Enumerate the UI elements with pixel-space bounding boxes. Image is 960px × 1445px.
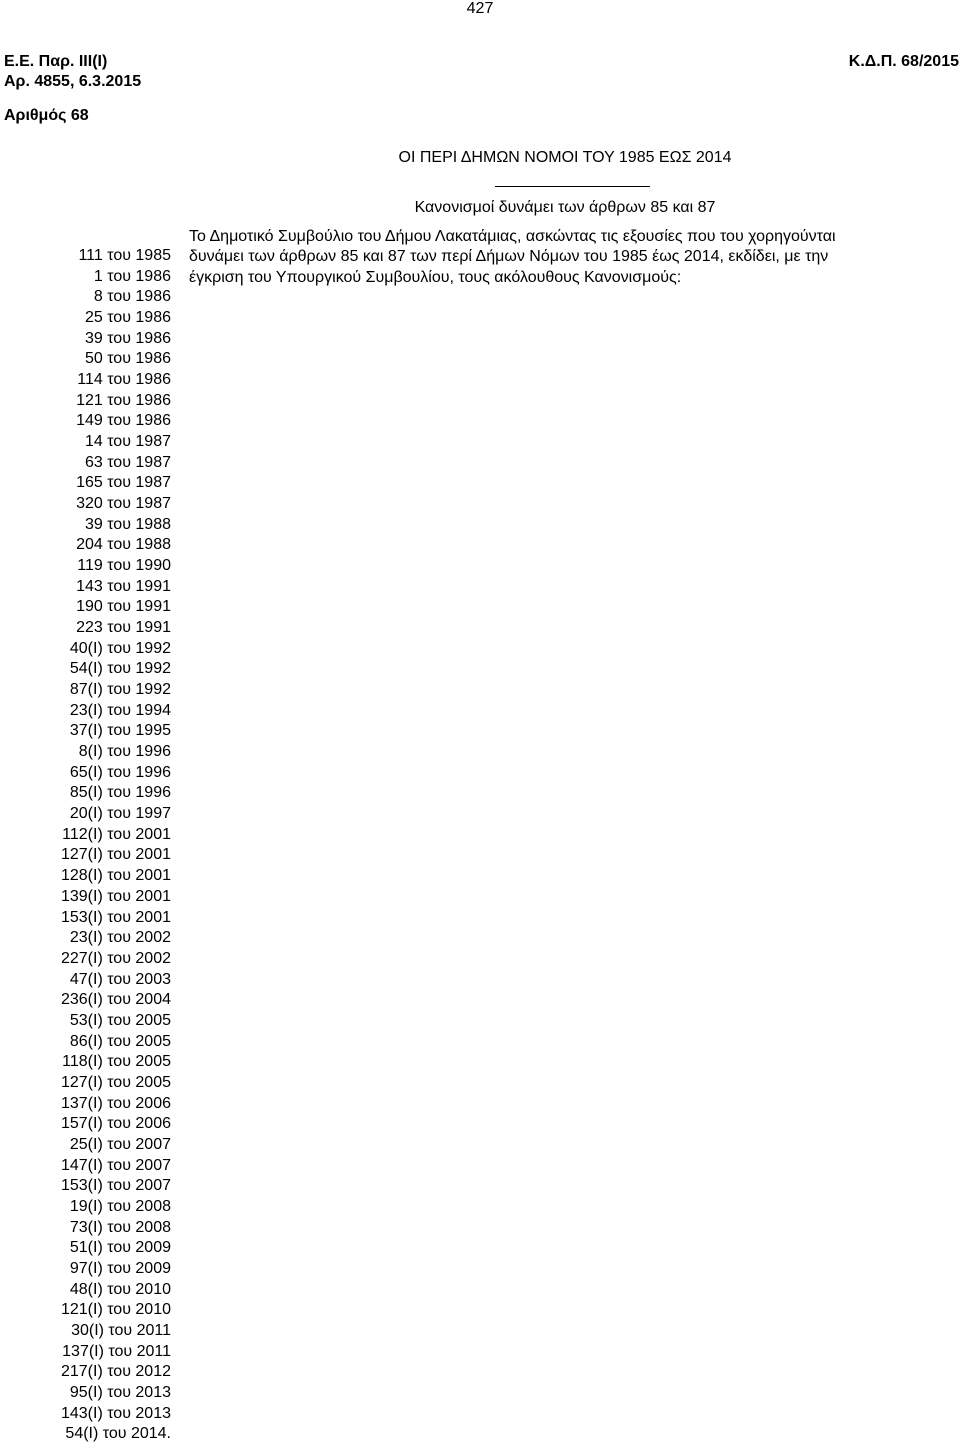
- citation-item: 137(Ι) του 2006: [60, 1094, 171, 1112]
- citation-item: 54(Ι) του 1992: [69, 660, 171, 678]
- citation-item: 320 του 1987: [76, 495, 171, 513]
- citation-item: 127(Ι) του 2005: [60, 1073, 171, 1091]
- citation-item: 127(Ι) του 2001: [60, 846, 171, 864]
- citation-item: 39 του 1986: [84, 329, 171, 347]
- citation-item: 149 του 1986: [76, 412, 171, 430]
- citation-item: 121(Ι) του 2010: [60, 1301, 171, 1319]
- citation-item: 157(Ι) του 2006: [60, 1115, 171, 1133]
- citation-item: 223 του 1991: [76, 619, 171, 637]
- preamble-line: δυνάμει των άρθρων 85 και 87 των περί Δήμων Νόμων του 1985 έως 2014, εκδίδει, με την: [189, 248, 829, 266]
- citation-item: 204 του 1988: [76, 536, 171, 554]
- citation-item: 47(Ι) του 2003: [69, 970, 171, 988]
- preamble-line: Το Δημοτικό Συμβούλιο του Δήμου Λακατάμιας, ασκώντας τις εξουσίες που του χορηγούνται: [189, 228, 836, 245]
- citation-item: 190 του 1991: [76, 598, 171, 616]
- citation-item: 63 του 1987: [84, 453, 171, 471]
- citation-item: 118(Ι) του 2005: [62, 1053, 171, 1071]
- citation-item: 95(Ι) του 2013: [69, 1383, 171, 1401]
- citation-item: 8(Ι) του 1996: [78, 743, 171, 761]
- citation-item: 50 του 1986: [84, 350, 171, 368]
- law-title: ΟΙ ΠΕΡΙ ΔΗΜΩΝ ΝΟΜΟΙ ΤΟΥ 1985 ΕΩΣ 2014: [398, 149, 732, 166]
- citation-item: 1 του 1986: [93, 267, 171, 285]
- citation-item: 153(Ι) του 2001: [60, 908, 171, 926]
- citation-item: 119 του 1990: [77, 557, 171, 575]
- gazette-part: Ε.Ε. Παρ. ΙΙΙ(Ι): [4, 53, 108, 70]
- citation-item: 65(Ι) του 1996: [69, 763, 171, 781]
- citation-item: 165 του 1987: [76, 474, 171, 492]
- citation-item: 39 του 1988: [84, 515, 171, 533]
- citation-item: 23(Ι) του 2002: [69, 929, 171, 947]
- preamble-line: έγκριση του Υπουργικού Συμβουλίου, τους ακόλουθους Κανονισμούς:: [189, 268, 682, 286]
- document-number: Αριθμός 68: [4, 107, 89, 124]
- citation-item: 14 του 1987: [84, 433, 171, 451]
- citation-item: 73(Ι) του 2008: [69, 1218, 171, 1236]
- gazette-reference: [4, 52, 141, 92]
- citation-item: 8 του 1986: [93, 288, 171, 306]
- citation-item: 87(Ι) του 1992: [69, 681, 171, 699]
- citation-item: 111 του 1985: [78, 247, 171, 264]
- regulatory-act-number: Κ.Δ.Π. 68/2015: [848, 53, 959, 70]
- citation-item: 86(Ι) του 2005: [69, 1032, 171, 1050]
- page-number: 427: [466, 0, 494, 17]
- citation-item: 20(Ι) του 1997: [69, 805, 171, 823]
- citation-item: 97(Ι) του 2009: [69, 1259, 171, 1277]
- citation-item: 227(Ι) του 2002: [60, 949, 171, 967]
- citation-item: 236(Ι) του 2004: [60, 991, 171, 1009]
- citation-item: 23(Ι) του 1994: [69, 701, 171, 719]
- citation-item: 25(Ι) του 2007: [69, 1135, 171, 1153]
- citation-item: 30(Ι) του 2011: [71, 1321, 171, 1339]
- citation-item: 53(Ι) του 2005: [69, 1011, 171, 1029]
- title-divider: [495, 186, 650, 187]
- citation-item: 19(Ι) του 2008: [69, 1197, 171, 1215]
- citation-item: 128(Ι) του 2001: [60, 867, 171, 885]
- citation-item: 137(Ι) του 2011: [62, 1342, 171, 1360]
- citation-item: 51(Ι) του 2009: [69, 1239, 171, 1257]
- citation-item: 48(Ι) του 2010: [69, 1280, 171, 1298]
- citation-item: 121 του 1986: [76, 391, 171, 409]
- citation-item: 54(Ι) του 2014.: [65, 1425, 171, 1443]
- citation-item: 143(Ι) του 2013: [60, 1404, 171, 1422]
- gazette-issue-date: Αρ. 4855, 6.3.2015: [4, 73, 142, 90]
- citation-item: 153(Ι) του 2007: [60, 1177, 171, 1195]
- citation-item: 217(Ι) του 2012: [60, 1363, 171, 1381]
- preamble-paragraph: [189, 227, 957, 288]
- citation-item: 37(Ι) του 1995: [69, 722, 171, 740]
- citation-item: 114 του 1986: [77, 371, 171, 389]
- citation-item: 40(Ι) του 1992: [69, 639, 171, 657]
- citation-item: 139(Ι) του 2001: [60, 887, 171, 905]
- citation-item: 85(Ι) του 1996: [69, 784, 171, 802]
- citation-item: 143 του 1991: [76, 577, 171, 595]
- regulations-title: Κανονισμοί δυνάμει των άρθρων 85 και 87: [414, 199, 716, 216]
- citation-item: 25 του 1986: [84, 309, 171, 327]
- citation-item: 112(Ι) του 2001: [62, 825, 171, 843]
- margin-law-citations: [0, 246, 171, 1445]
- citation-item: 147(Ι) του 2007: [60, 1156, 171, 1174]
